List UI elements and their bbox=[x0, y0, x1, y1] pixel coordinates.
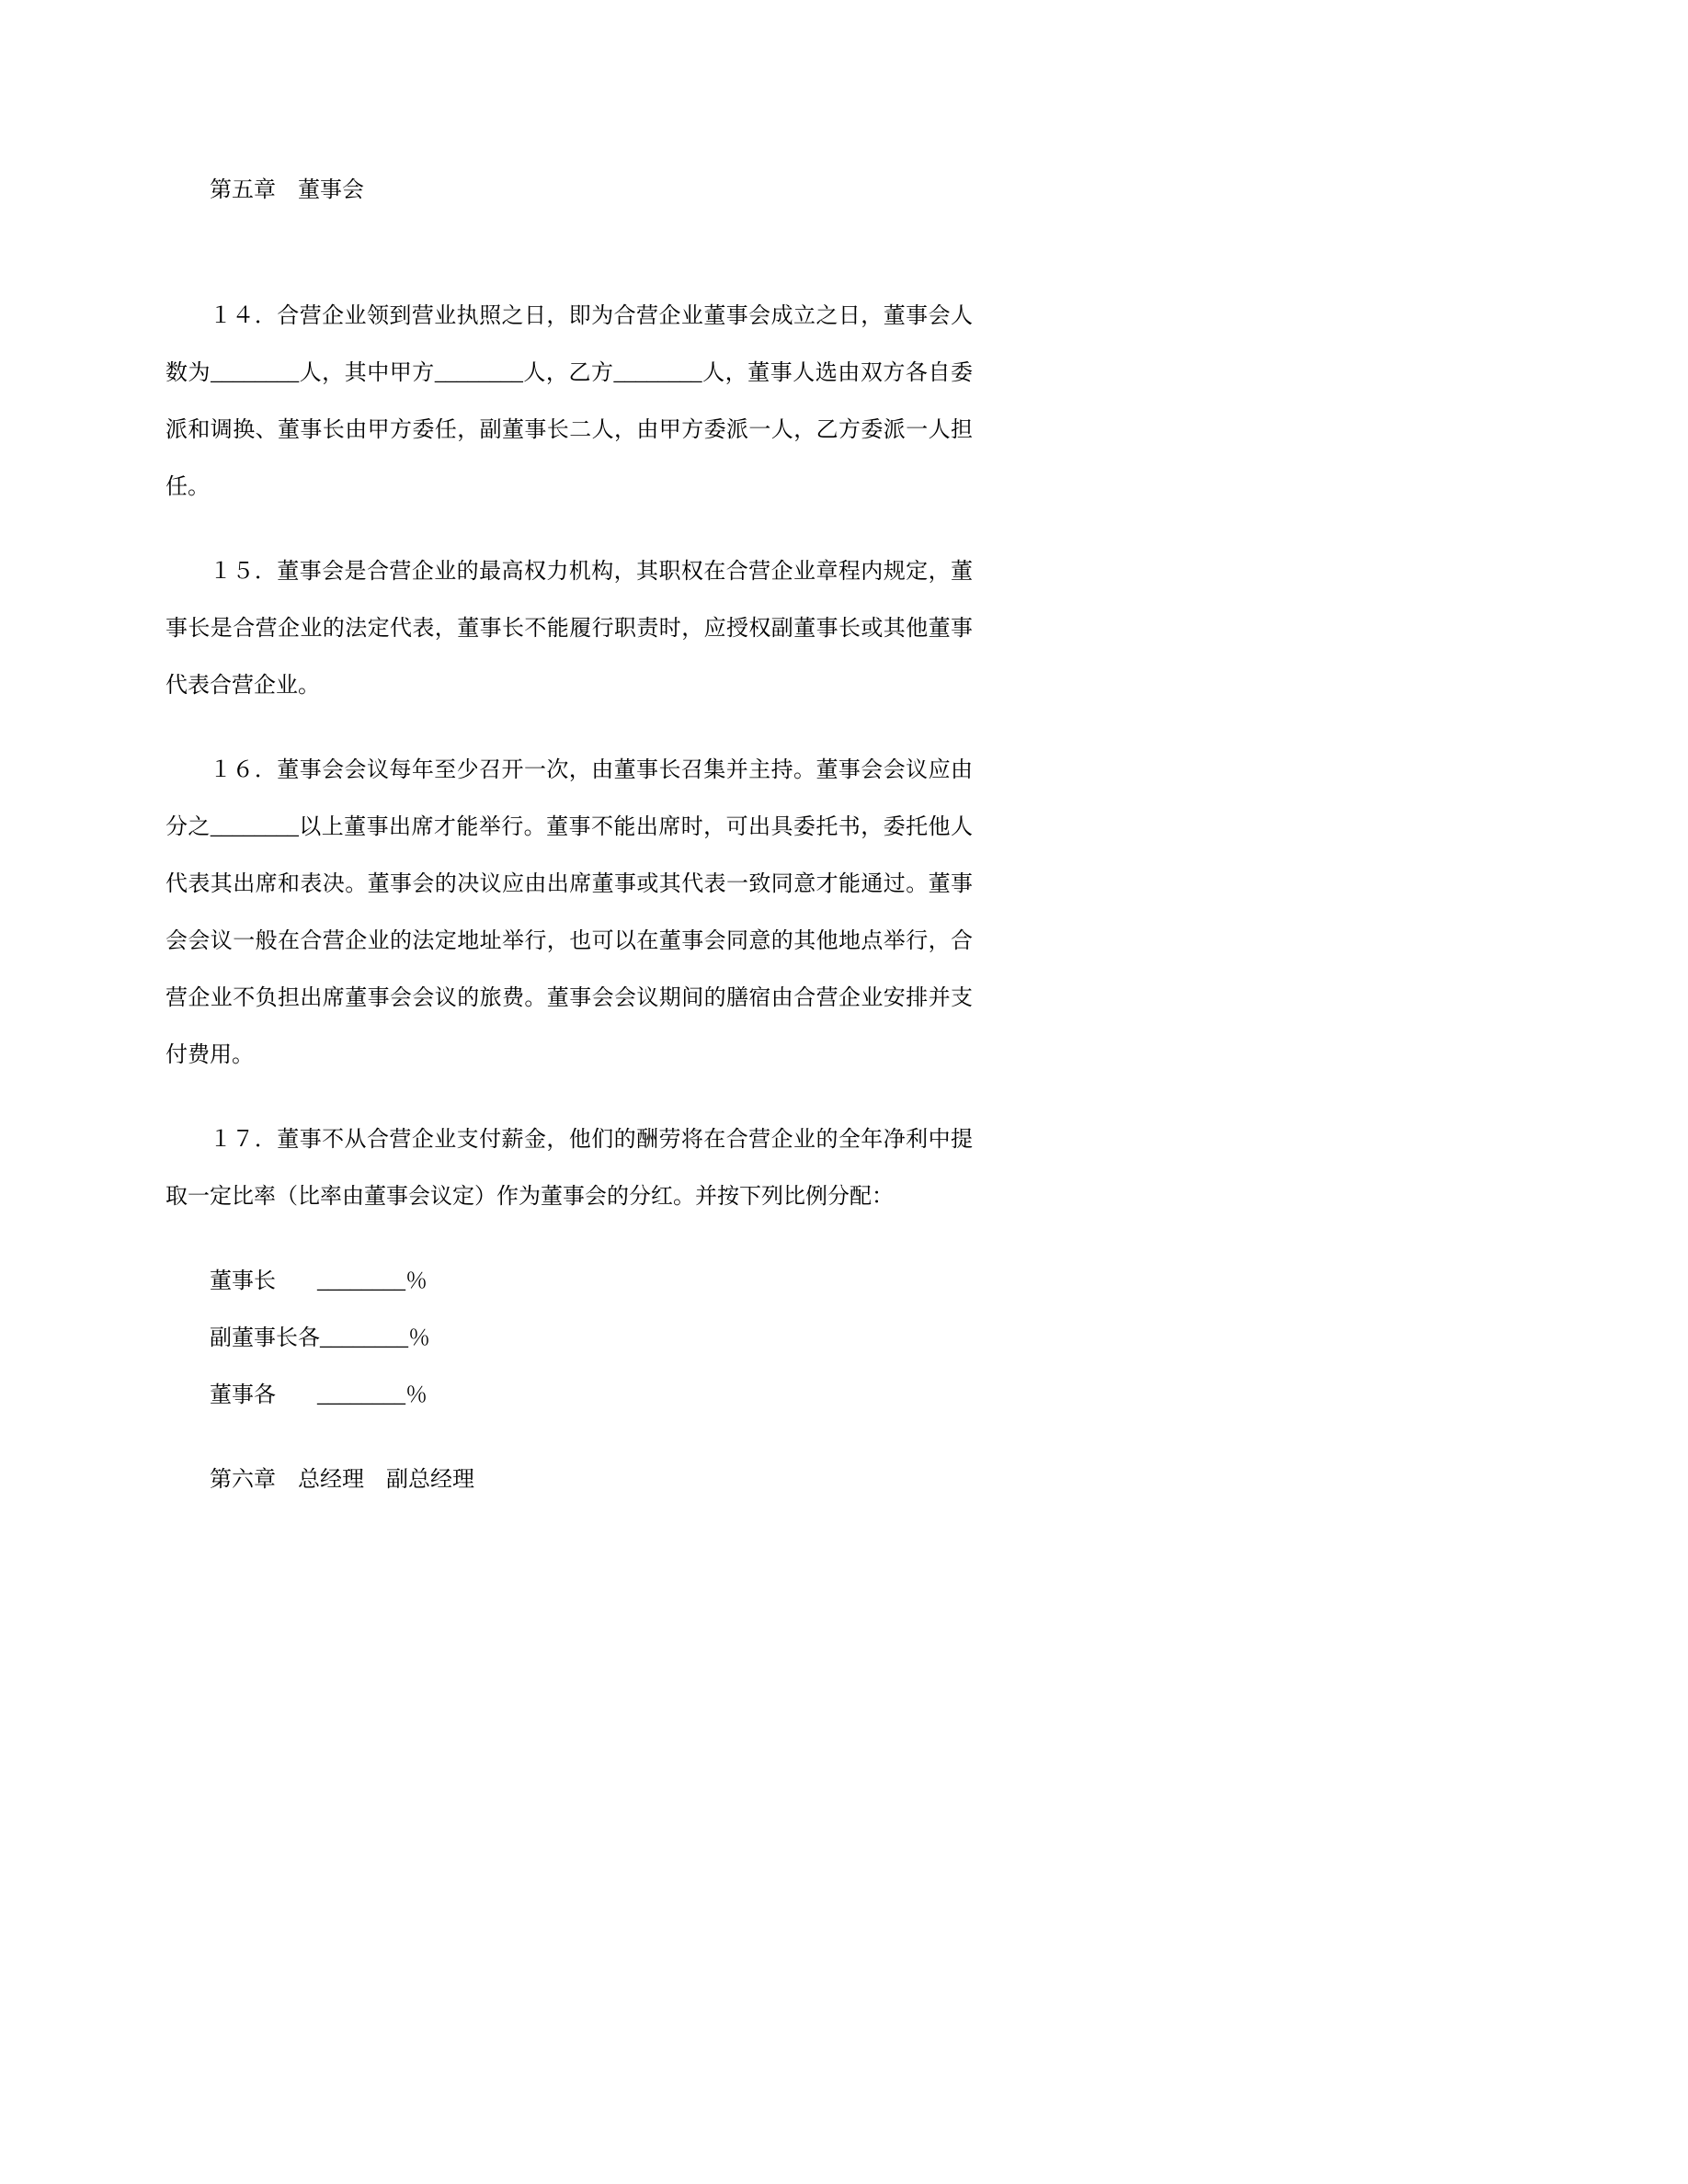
clause-15-paragraph: １５．董事会是合营企业的最高权力机构，其职权在合营企业章程内规定，董事长是合营企业的法定代表，董事长不能履行职责时，应授权副董事长或其他董事代表合营企业。 bbox=[165, 560, 973, 698]
clause-16-paragraph: １６．董事会会议每年至少召开一次，由董事长召集并主持。董事会会议应由分之________以上董事出席才能举行。董事不能出席时，可出具委托书，委托他人代表其出席和表决。董事会的决议应由出席董事或其代表一致同意才能通过。董事会会议一般在合营企业的法定地址举行，也可以在董事会同意的其他地点举行，合营企业不负担出席董事会会议的旅费。董事会会议期间的膳宿由合营企业安排并支付费用。 bbox=[165, 758, 973, 1067]
percent-sign: ％ bbox=[405, 1269, 428, 1293]
dividend-allocation-list bbox=[165, 1253, 973, 1424]
allocation-line-director bbox=[165, 1367, 973, 1424]
allocation-line-chairman bbox=[165, 1253, 973, 1310]
percent-sign: ％ bbox=[405, 1383, 428, 1407]
allocation-label-chairman: 董事长 bbox=[210, 1269, 276, 1293]
document-content bbox=[165, 162, 973, 1508]
fill-in-blank-director: ________ bbox=[317, 1383, 405, 1407]
allocation-label-director: 董事各 bbox=[210, 1383, 276, 1407]
fill-in-blank-vice-chairman: ________ bbox=[320, 1326, 408, 1350]
chapter-6-heading: 第六章 总经理 副总经理 bbox=[210, 1468, 474, 1492]
clause-17-paragraph: １７．董事不从合营企业支付薪金，他们的酬劳将在合营企业的全年净利中提取一定比率（比率由董事会议定）作为董事会的分红。并按下列比例分配： bbox=[165, 1128, 973, 1209]
allocation-line-vice-chairman bbox=[165, 1310, 973, 1367]
percent-sign: ％ bbox=[408, 1326, 430, 1350]
clause-14-paragraph: １４．合营企业领到营业执照之日，即为合营企业董事会成立之日，董事会人数为________人，其中甲方________人，乙方________人，董事人选由双方各自委派和调换、董事长由甲方委任，副董事长二人，由甲方委派一人，乙方委派一人担任。 bbox=[165, 304, 973, 499]
allocation-label-vice-chairman: 副董事长各 bbox=[210, 1326, 320, 1350]
fill-in-blank-chairman: ________ bbox=[317, 1269, 405, 1293]
chapter-5-heading: 第五章 董事会 bbox=[210, 178, 364, 202]
